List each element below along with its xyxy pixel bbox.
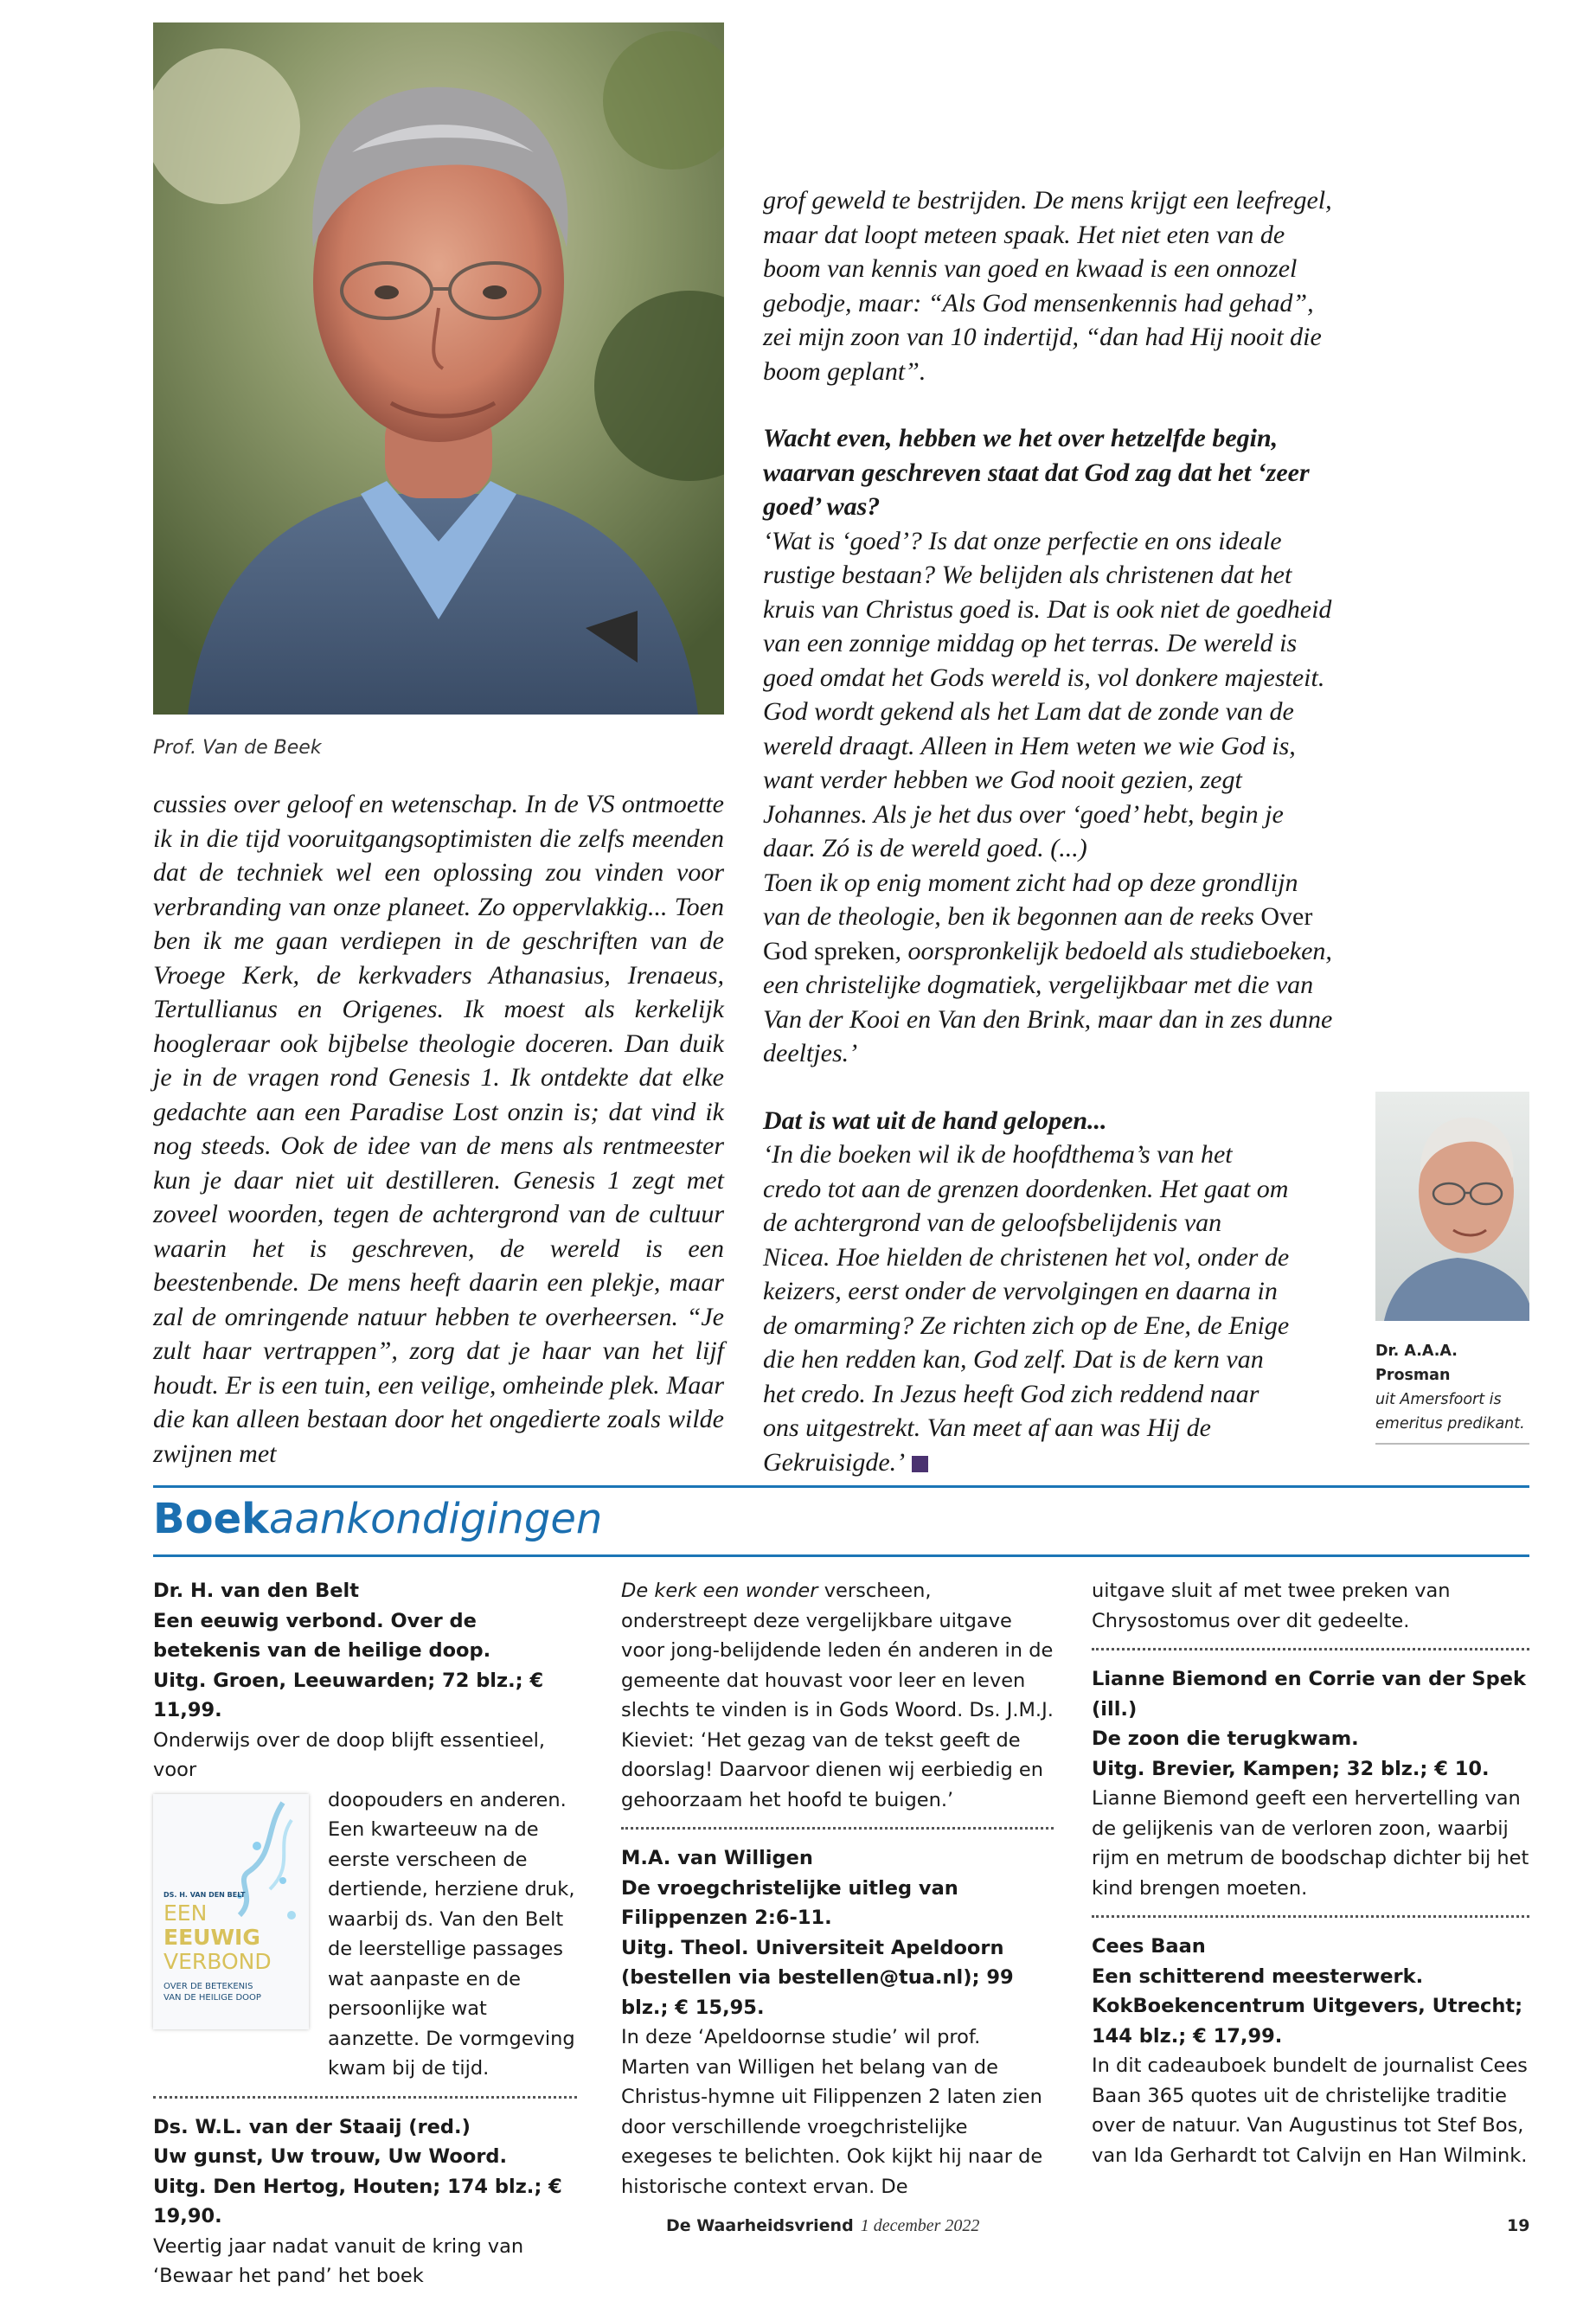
book-1-text-wrapped: doopouders en anderen. Een kwarteeuw na de eerste verscheen de dertiende, herziene druk, waarbij ds. Van den Belt de leerstellige passages wat aanpaste en de persoonlijke wat aanzette. De vormgeving kwam bij de tijd. — [328, 1788, 575, 2080]
book-2-author: Ds. W.L. van der Staaij (red.) — [153, 2115, 471, 2138]
book-3-title: De vroegchristelijke uitleg van Filippenzen 2:6-11. — [621, 1876, 958, 1929]
book-3-text: In deze ‘Apeldoornse studie’ wil prof. Marten van Willigen het belang van de Christus-hymne uit Filippenzen 2 laten zien door verschillende vroegchristelijke exegeses te belichten. Ook kijkt hij naar de historische context ervan. De — [621, 2026, 1043, 2198]
interview-answer-2 — [763, 1138, 1291, 1479]
section-title-italic: aankondigingen — [269, 1495, 603, 1543]
book-1-author: Dr. H. van den Belt — [153, 1580, 359, 1602]
book-divider — [1092, 1915, 1529, 1918]
book-5-author: Cees Baan — [1092, 1935, 1206, 1958]
book-3-author: M.A. van Willigen — [621, 1847, 813, 1869]
book-cover-author: DS. H. VAN DEN BELT — [163, 1890, 246, 1899]
portrait-photo-van-de-beek — [153, 22, 724, 715]
book-1-text-top: Onderwijs over de doop blijft essentieel, voor — [153, 1728, 546, 1781]
book-column-1 — [153, 1576, 577, 2291]
interview-question-2: Dat is wat uit de hand gelopen... — [763, 1106, 1107, 1135]
book-column-3 — [1092, 1576, 1529, 2170]
answer-2-text: ‘In die boeken wil ik de hoofdthema’s van het credo tot aan de grenzen doordenken. Het gaat om de achtergrond van de geloofsbelijdenis van Nicea. Hoe hielden de christenen het vol, onder de keizers, eerst onder de vervolgingen en daarna in de omarming? Ze richten zich op de Ene, de Enige die hen redden kan, God zelf. Dat is de kern van het credo. In Jezus heeft God zich reddend naar ons uitgestrekt. Van meet af aan was Hij de Gekruisigde.’ — [763, 1140, 1290, 1477]
footer-publication — [666, 2216, 979, 2236]
interview-answer-1b — [763, 866, 1334, 1071]
book-5-title: Een schitterend meesterwerk. — [1092, 1965, 1424, 1988]
book-divider — [1092, 1648, 1529, 1650]
book-2-text-cont — [621, 1576, 1054, 1815]
book-cover-title-2: EEUWIG — [163, 1924, 260, 1950]
book-cover-een-eeuwig-verbond — [153, 1794, 309, 2029]
author-photo-prosman — [1375, 1092, 1529, 1321]
book-1-publisher: Uitg. Groen, Leeuwarden; 72 blz.; € 11,99. — [153, 1669, 544, 1721]
book-3-publisher: Uitg. Theol. Universiteit Apeldoorn (bestellen via bestellen@tua.nl); 99 blz.; € 15,95. — [621, 1936, 1014, 2019]
interview-question-1: Wacht even, hebben we het over hetzelfde begin, waarvan geschreven staat dat God zag dat het ‘zeer goed’ was? — [763, 424, 1310, 521]
book-divider — [153, 2096, 577, 2099]
portrait-caption: Prof. Van de Beek — [153, 737, 322, 759]
answer-1b-start: Toen ik op enig moment zicht had op deze grondlijn van de theologie, ben ik begonnen aan de reeks — [763, 868, 1298, 931]
article-left-text: cussies over geloof en wetenschap. In de VS ontmoette ik in die tijd vooruitgangsoptimisten die zelfs meenden dat de techniek wel een oplossing zou vinden voor verbranding van onze planeet. Zo oppervlakkig... Toen ben ik me gaan verdiepen in de geschriften van de Vroege Kerk, de kerkvaders Athanasius, Irenaeus, Tertullianus en Origenes. Ik moest als kerkelijk hoogleraar ook bijbelse theologie doceren. Dan duik je in de vragen rond Genesis 1. Ik ontdekte dat elke gedachte aan een Paradise Lost onzin is; dat vind ik nog steeds. Ook de idee van de mens als rentmeester kun je daar niet uit destilleren. Genesis 1 zegt met zoveel woorden, tegen de achtergrond van de cultuur waarin het is geschreven, de wereld is een beestenbende. De mens heeft daarin een plekje, maar zal de omringende natuur hebben te overheersen. “Je zult haar vertrappen”, zorg dat je haar van het lijf houdt. Er is een tuin, een veilige, omheinde plek. Maar die kan alleen bestaan door het ongedierte zoals wilde zwijnen met — [153, 790, 724, 1468]
article-left-column — [153, 787, 724, 1471]
footer-date: 1 december 2022 — [860, 2216, 980, 2235]
author-caption-description: uit Amersfoort is emeritus predikant. — [1375, 1391, 1525, 1433]
section-top-rule — [153, 1485, 1529, 1488]
author-caption-name: Dr. A.A.A. Prosman — [1375, 1343, 1458, 1384]
section-title — [153, 1495, 602, 1543]
book-1-title: Een eeuwig verbond. Over de betekenis van de heilige doop. — [153, 1609, 491, 1662]
book-2-publisher: Uitg. Den Hertog, Houten; 174 blz.; € 19,90. — [153, 2175, 562, 2227]
section-bottom-rule — [153, 1554, 1529, 1557]
article-right-column — [763, 183, 1334, 1479]
book-2-title: Uw gunst, Uw trouw, Uw Woord. — [153, 2145, 508, 2168]
book-3-text-cont: uitgave sluit af met twee preken van Chrysostomus over dit gedeelte. — [1092, 1580, 1451, 1632]
answer-1b-end: , oorspronkelijk bedoeld als studieboeken, een christelijke dogmatiek, vergelijkbaar met die van Van der Kooi en Van den Brink, maar dan in zes dunne deeltjes.’ — [763, 936, 1333, 1067]
book-4-author: Lianne Biemond en Corrie van der Spek (ill.) — [1092, 1668, 1526, 1721]
book-cover-subtitle-1: OVER DE BETEKENIS — [163, 1981, 253, 1991]
book-2-inline-title: De kerk een wonder — [621, 1580, 818, 1602]
book-cover-title-1: EEN — [163, 1900, 208, 1926]
book-cover-subtitle-2: VAN DE HEILIGE DOOP — [163, 1992, 261, 2003]
book-divider — [621, 1827, 1054, 1830]
footer-magazine-name: De Waarheidsvriend — [666, 2216, 854, 2235]
article-paragraph-1: grof geweld te bestrijden. De mens krijgt een leefregel, maar dat loopt meteen spaak. Het niet eten van de boom van kennis van goed en kwaad is een onnozel gebodje, maar: “Als God mensenkennis had gehad”, zei mijn zoon van 10 indertijd, “dan had Hij nooit die boom geplant”. — [763, 186, 1332, 386]
book-2-text-start: Veertig jaar nadat vanuit de kring van ‘Bewaar het pand’ het boek — [153, 2234, 524, 2287]
book-series-title: Over God spreken — [763, 902, 1313, 965]
end-of-article-square — [912, 1456, 928, 1472]
interview-answer-1: ‘Wat is ‘goed’? Is dat onze perfectie en ons ideale rustige bestaan? We belijden als christenen dat het kruis van Christus goed is. Dat is ook niet de goedheid van een zonnige middag op het terras. De wereld is goed omdat het Gods wereld is, vol donkere majesteit. God wordt gekend als het Lam dat de zonde van de wereld draagt. Alleen in Hem weten we wie God is, want verder hebben we God nooit gezien, zegt Johannes. Als je het dus over ‘goed’ hebt, begin je daar. Zó is de wereld goed. (...) — [763, 526, 1332, 862]
book-5-publisher: KokBoekencentrum Uitgevers, Utrecht; 144 blz.; € 17,99. — [1092, 1995, 1523, 2048]
book-2-text-end: verscheen, onderstreept deze vergelijkbare uitgave voor jong-belijdende leden én anderen in de gemeente dat houvast voor leer en leven slechts te vinden is in Gods Woord. Ds. J.M.J. Kieviet: ‘Het gezag van de tekst geeft de doorslag! Daarvoor dienen wij eerbiedig en gehoorzaam het hoofd te buigen.’ — [621, 1580, 1054, 1811]
book-column-2 — [621, 1576, 1054, 2202]
book-4-publisher: Uitg. Brevier, Kampen; 32 blz.; € 10. — [1092, 1757, 1490, 1780]
author-caption — [1375, 1339, 1529, 1445]
book-4-text: Lianne Biemond geeft een hervertelling van de gelijkenis van de verloren zoon, waarbij rijm en metrum de boodschap dichter bij het kind brengen moeten. — [1092, 1787, 1529, 1900]
book-cover-title-3: VERBOND — [163, 1948, 272, 1974]
book-4-title: De zoon die terugkwam. — [1092, 1727, 1359, 1750]
section-title-bold: Boek — [153, 1495, 270, 1543]
footer-page-number: 19 — [1507, 2216, 1530, 2235]
book-5-text: In dit cadeauboek bundelt de journalist Cees Baan 365 quotes uit de christelijke traditie over de natuur. Van Augustinus tot Stef Bos, van Ida Gerhardt tot Calvijn en Han Wilmink. — [1092, 2054, 1528, 2167]
